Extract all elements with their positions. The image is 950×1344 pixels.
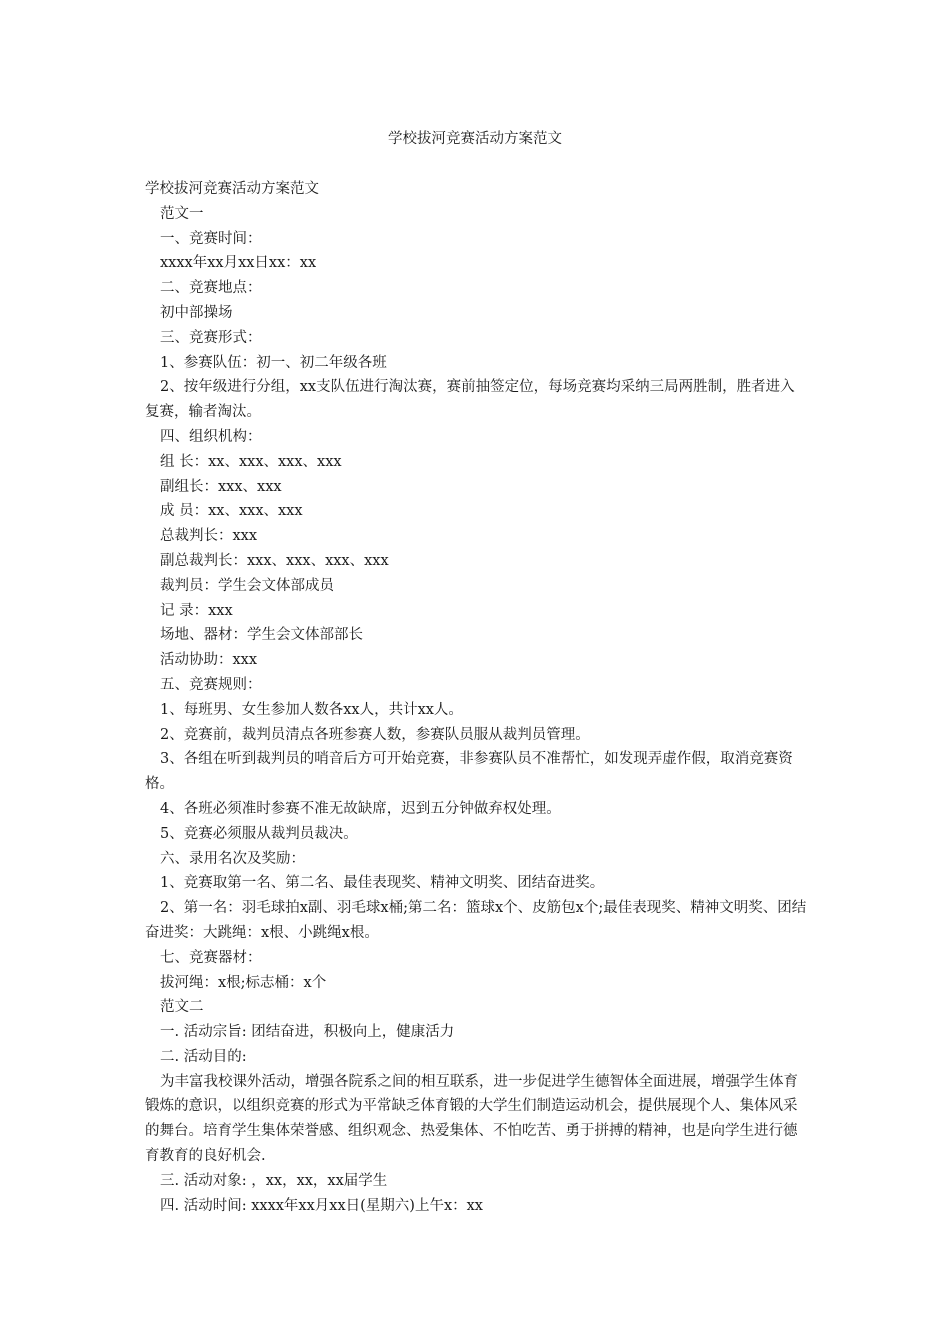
paragraph: 范文二 bbox=[160, 999, 204, 1016]
paragraph: 一、竞赛时间： bbox=[160, 230, 262, 247]
paragraph: 范文一 bbox=[160, 205, 204, 222]
paragraph: 2、按年级进行分组，xx支队伍进行淘汰赛，赛前抽签定位，每场竞赛均采纳三局两胜制，胜者进入复赛，输者淘汰。 bbox=[145, 379, 795, 421]
paragraph: 初中部操场 bbox=[160, 304, 233, 321]
paragraph: 总裁判长：xxx bbox=[160, 528, 258, 545]
paragraph: 学校拔河竞赛活动方案范文 bbox=[145, 181, 319, 197]
paragraph: 副总裁判长：xxx、xxx、xxx、xxx bbox=[160, 552, 389, 569]
paragraph: 六、录用名次及奖励： bbox=[160, 850, 305, 867]
document-body bbox=[145, 177, 809, 1218]
paragraph: 副组长：xxx、xxx bbox=[160, 478, 282, 495]
paragraph: 组 长：xx、xxx、xxx、xxx bbox=[160, 453, 342, 470]
paragraph: 裁判员：学生会文体部成员 bbox=[160, 577, 334, 594]
paragraph: xxxx年xx月xx日xx：xx bbox=[160, 255, 317, 272]
paragraph: 记 录：xxx bbox=[160, 602, 233, 619]
paragraph: 2、第一名：羽毛球拍x副、羽毛球x桶;第二名：篮球x个、皮筋包x个;最佳表现奖、精神文明奖、团结奋进奖：大跳绳：x根、小跳绳x根。 bbox=[145, 900, 807, 941]
paragraph: 2、竞赛前，裁判员清点各班参赛人数，参赛队员服从裁判员管理。 bbox=[160, 726, 590, 743]
paragraph: 活动协助：xxx bbox=[160, 652, 258, 669]
paragraph: 四、组织机构： bbox=[160, 428, 262, 445]
paragraph: 4、各班必须准时参赛不准无故缺席，迟到五分钟做弃权处理。 bbox=[160, 800, 561, 817]
paragraph: 拔河绳：x根;标志桶：x个 bbox=[160, 974, 327, 991]
paragraph: 二. 活动目的: bbox=[160, 1048, 247, 1065]
paragraph: 3、各组在听到裁判员的哨音后方可开始竞赛，非参赛队员不准帮忙，如发现弄虚作假，取消竞赛资格。 bbox=[145, 751, 793, 793]
paragraph: 三、竞赛形式： bbox=[160, 329, 262, 346]
paragraph: 五、竞赛规则： bbox=[160, 676, 262, 693]
paragraph: 1、竞赛取第一名、第二名、最佳表现奖、精神文明奖、团结奋进奖。 bbox=[160, 875, 605, 892]
paragraph: 1、每班男、女生参加人数各xx人，共计xx人。 bbox=[160, 701, 463, 718]
document-title: 学校拔河竞赛活动方案范文 bbox=[388, 131, 562, 147]
paragraph: 1、参赛队伍：初一、初二年级各班 bbox=[160, 354, 387, 371]
paragraph: 一. 活动宗旨: 团结奋进，积极向上，健康活力 bbox=[160, 1024, 455, 1041]
paragraph: 5、竞赛必须服从裁判员裁决。 bbox=[160, 825, 358, 842]
paragraph: 为丰富我校课外活动，增强各院系之间的相互联系，进一步促进学生德智体全面进展，增强学生体育锻炼的意识，以组织竞赛的形式为平常缺乏体育锻的大学生们制造运动机会，提供展现个人、集体风采的舞台。培育学生集体荣誉感、组织观念、热爱集体、不怕吃苦、勇于拼搏的精神，也是向学生进行德育教育的良好机会. bbox=[145, 1073, 798, 1165]
paragraph: 七、竞赛器材： bbox=[160, 949, 262, 966]
paragraph: 三. 活动对象: ，xx，xx，xx届学生 bbox=[160, 1172, 388, 1189]
paragraph: 成 员：xx、xxx、xxx bbox=[160, 503, 303, 520]
paragraph: 四. 活动时间: xxxx年xx月xx日(星期六)上午x：xx bbox=[160, 1197, 483, 1214]
paragraph: 场地、器材：学生会文体部部长 bbox=[160, 627, 363, 644]
paragraph: 二、竞赛地点： bbox=[160, 280, 262, 297]
